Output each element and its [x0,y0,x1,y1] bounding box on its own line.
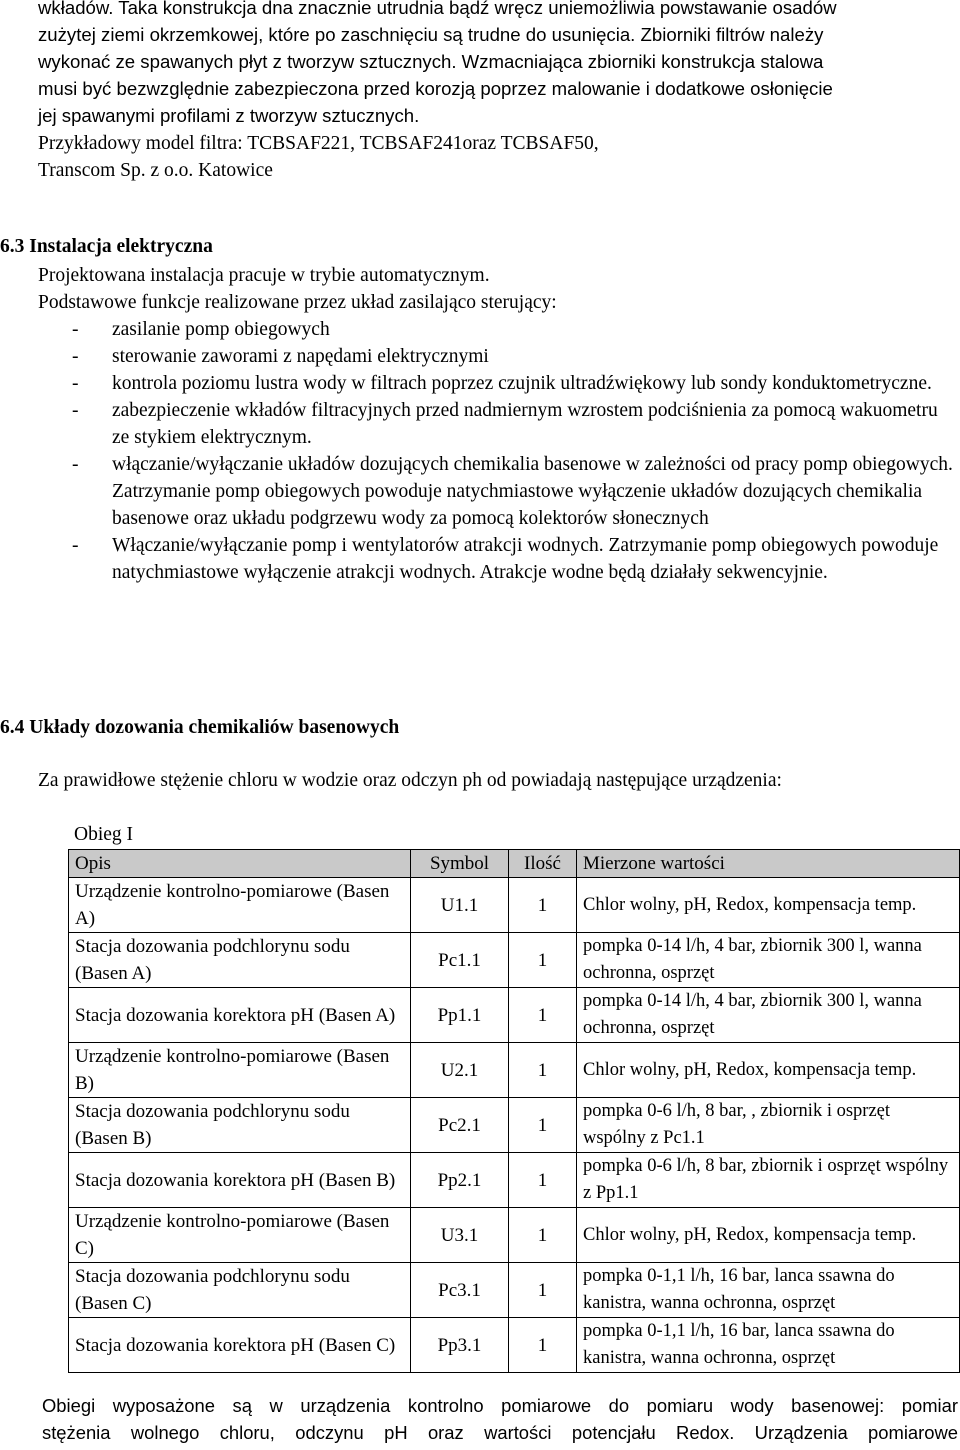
table-row [69,1318,960,1373]
cell-symbol: Pp2.1 [411,1153,509,1208]
intro-line: musi być bezwzględnie zabezpieczona przed korozją poprzez malowanie i dodatkowe osłonięcie [38,78,833,99]
intro-line: jej spawanymi profilami z tworzyw sztucznych. [38,105,420,126]
section-title: Instalacja elektryczna [29,236,213,257]
cell-symbol: Pp3.1 [411,1318,509,1373]
table-caption: Obieg I [74,824,134,845]
cell-description: Stacja dozowania podchlorynu sodu (Basen B) [69,1098,411,1153]
section-paragraph: Projektowana instalacja pracuje w trybie automatycznym. [38,265,490,286]
intro-line: zużytej ziemi okrzemkowej, które po zaschnięciu są trudne do usunięcia. Zbiorniki filtrów należy [38,24,824,45]
section-paragraph: Podstawowe funkcje realizowane przez układ zasilająco sterujący: [38,292,557,313]
column-header: Symbol [411,850,509,878]
cell-quantity: 1 [509,988,577,1043]
section-heading-6-4 [0,717,399,739]
cell-symbol: U1.1 [411,878,509,933]
cell-measured-values: pompka 0-6 l/h, 8 bar, , zbiornik i osprzęt wspólny z Pc1.1 [577,1098,960,1153]
cell-symbol: Pp1.1 [411,988,509,1043]
cell-quantity: 1 [509,1318,577,1373]
cell-description: Urządzenie kontrolno-pomiarowe (Basen A) [69,878,411,933]
section-6-3-body [38,262,956,586]
list-item: - zabezpieczenie wkładów filtracyjnych przed nadmiernym wzrostem podciśnienia za pomocą wakuometru ze stykiem elektrycznym. [72,400,938,448]
table-row [69,1263,960,1318]
intro-paragraph [38,0,956,129]
column-header: Mierzone wartości [577,850,960,878]
filter-model-paragraph [38,130,956,184]
list-item: - zasilanie pomp obiegowych [72,319,330,340]
intro-line: wykonać ze spawanych płyt z tworzyw sztucznych. Wzmacniająca zbiorniki konstrukcja stalowa [38,51,824,72]
footer-line: Obiegi wyposażone są w urządzenia kontrolno pomiarowe do pomiaru wody basenowej: pomiar [42,1395,958,1416]
cell-quantity: 1 [509,1153,577,1208]
footer-paragraph [42,1392,958,1446]
list-item-text: kontrola poziomu lustra wody w filtrach poprzez czujnik ultradźwiękowy lub sondy konduktometryczne. [112,373,932,394]
table-header-row [69,850,960,878]
cell-description: Stacja dozowania korektora pH (Basen B) [69,1153,411,1208]
table-row [69,878,960,933]
table-row [69,1153,960,1208]
section-number: 6.4 [0,717,25,738]
cell-measured-values: pompka 0-1,1 l/h, 16 bar, lanca ssawna do kanistra, wanna ochronna, osprzęt [577,1263,960,1318]
list-item-text: Włączanie/wyłączanie pomp i wentylatorów atrakcji wodnych. Zatrzymanie pomp obiegowych powoduje natychmiastowe wyłączenie atrakcji wodnych. Atrakcje wodne będą działały sekwencyjnie. [112,535,939,583]
section-title: Układy dozowania chemikaliów basenowych [29,717,400,738]
cell-measured-values: Chlor wolny, pH, Redox, kompensacja temp. [577,1208,960,1263]
section-number: 6.3 [0,236,25,257]
list-item: - Włączanie/wyłączanie pomp i wentylatorów atrakcji wodnych. Zatrzymanie pomp obiegowych powoduje natychmiastowe wyłączenie atrakcji wodnych. Atrakcje wodne będą działały sekwencyjnie. [72,535,939,583]
cell-measured-values: Chlor wolny, pH, Redox, kompensacja temp. [577,1043,960,1098]
list-item-text: włączanie/wyłączanie układów dozujących chemikalia basenowe w zależności od pracy pomp obiegowych. Zatrzymanie pomp obiegowych powoduje natychmiastowe wyłączenie układów dozujących chemikalia basenowe oraz układu podgrzewu wody za pomocą kolektorów słonecznych [112,454,953,529]
cell-symbol: Pc2.1 [411,1098,509,1153]
list-item-text: zabezpieczenie wkładów filtracyjnych przed nadmiernym wzrostem podciśnienia za pomocą wakuometru ze stykiem elektrycznym. [112,400,938,448]
function-list [0,316,956,586]
cell-symbol: Pc1.1 [411,933,509,988]
table-row [69,1098,960,1153]
cell-symbol: Pc3.1 [411,1263,509,1318]
section-lead: Za prawidłowe stężenie chloru w wodzie oraz odczyn ph od powiadają następujące urządzenia: [38,770,782,791]
cell-description: Stacja dozowania podchlorynu sodu (Basen C) [69,1263,411,1318]
cell-quantity: 1 [509,933,577,988]
table-row [69,933,960,988]
list-item: - kontrola poziomu lustra wody w filtrach poprzez czujnik ultradźwiękowy lub sondy konduktometryczne. [72,373,932,394]
cell-description: Stacja dozowania korektora pH (Basen C) [69,1318,411,1373]
cell-description: Urządzenie kontrolno-pomiarowe (Basen C) [69,1208,411,1263]
list-item: - sterowanie zaworami z napędami elektrycznymi [72,346,489,367]
cell-symbol: U3.1 [411,1208,509,1263]
dosing-table [68,849,960,1373]
table-row [69,1043,960,1098]
table-row [69,988,960,1043]
column-header: Ilość [509,850,577,878]
footer-line: stężenia wolnego chloru, odczynu pH oraz wartości potencjału Redox. Urządzenia pomiarowe [42,1422,958,1443]
cell-measured-values: pompka 0-14 l/h, 4 bar, zbiornik 300 l, wanna ochronna, osprzęt [577,933,960,988]
cell-measured-values: pompka 0-1,1 l/h, 16 bar, lanca ssawna do kanistra, wanna ochronna, osprzęt [577,1318,960,1373]
cell-quantity: 1 [509,1098,577,1153]
cell-measured-values: pompka 0-14 l/h, 4 bar, zbiornik 300 l, wanna ochronna, osprzęt [577,988,960,1043]
list-item-text: zasilanie pomp obiegowych [112,319,330,340]
table-body [69,878,960,1373]
cell-description: Stacja dozowania podchlorynu sodu (Basen A) [69,933,411,988]
section-heading-6-3 [0,236,213,258]
intro-line: wkładów. Taka konstrukcja dna znacznie utrudnia bądź wręcz uniemożliwia powstawanie osadów [38,0,837,18]
cell-symbol: U2.1 [411,1043,509,1098]
cell-measured-values: Chlor wolny, pH, Redox, kompensacja temp. [577,878,960,933]
cell-description: Stacja dozowania korektora pH (Basen A) [69,988,411,1043]
cell-quantity: 1 [509,1208,577,1263]
cell-measured-values: pompka 0-6 l/h, 8 bar, zbiornik i osprzęt wspólny z Pp1.1 [577,1153,960,1208]
filter-model-line: Transcom Sp. z o.o. Katowice [38,160,273,181]
table-row [69,1208,960,1263]
cell-quantity: 1 [509,1263,577,1318]
cell-quantity: 1 [509,1043,577,1098]
cell-description: Urządzenie kontrolno-pomiarowe (Basen B) [69,1043,411,1098]
list-item: - włączanie/wyłączanie układów dozujących chemikalia basenowe w zależności od pracy pomp obiegowych. Zatrzymanie pomp obiegowych powoduje natychmiastowe wyłączenie układów dozujących chemikalia basenowe oraz układu podgrzewu wody za pomocą kolektorów słonecznych [72,454,953,529]
list-item-text: sterowanie zaworami z napędami elektrycznymi [112,346,489,367]
cell-quantity: 1 [509,878,577,933]
column-header: Opis [69,850,411,878]
filter-model-line: Przykładowy model filtra: TCBSAF221, TCBSAF241oraz TCBSAF50, [38,133,599,154]
